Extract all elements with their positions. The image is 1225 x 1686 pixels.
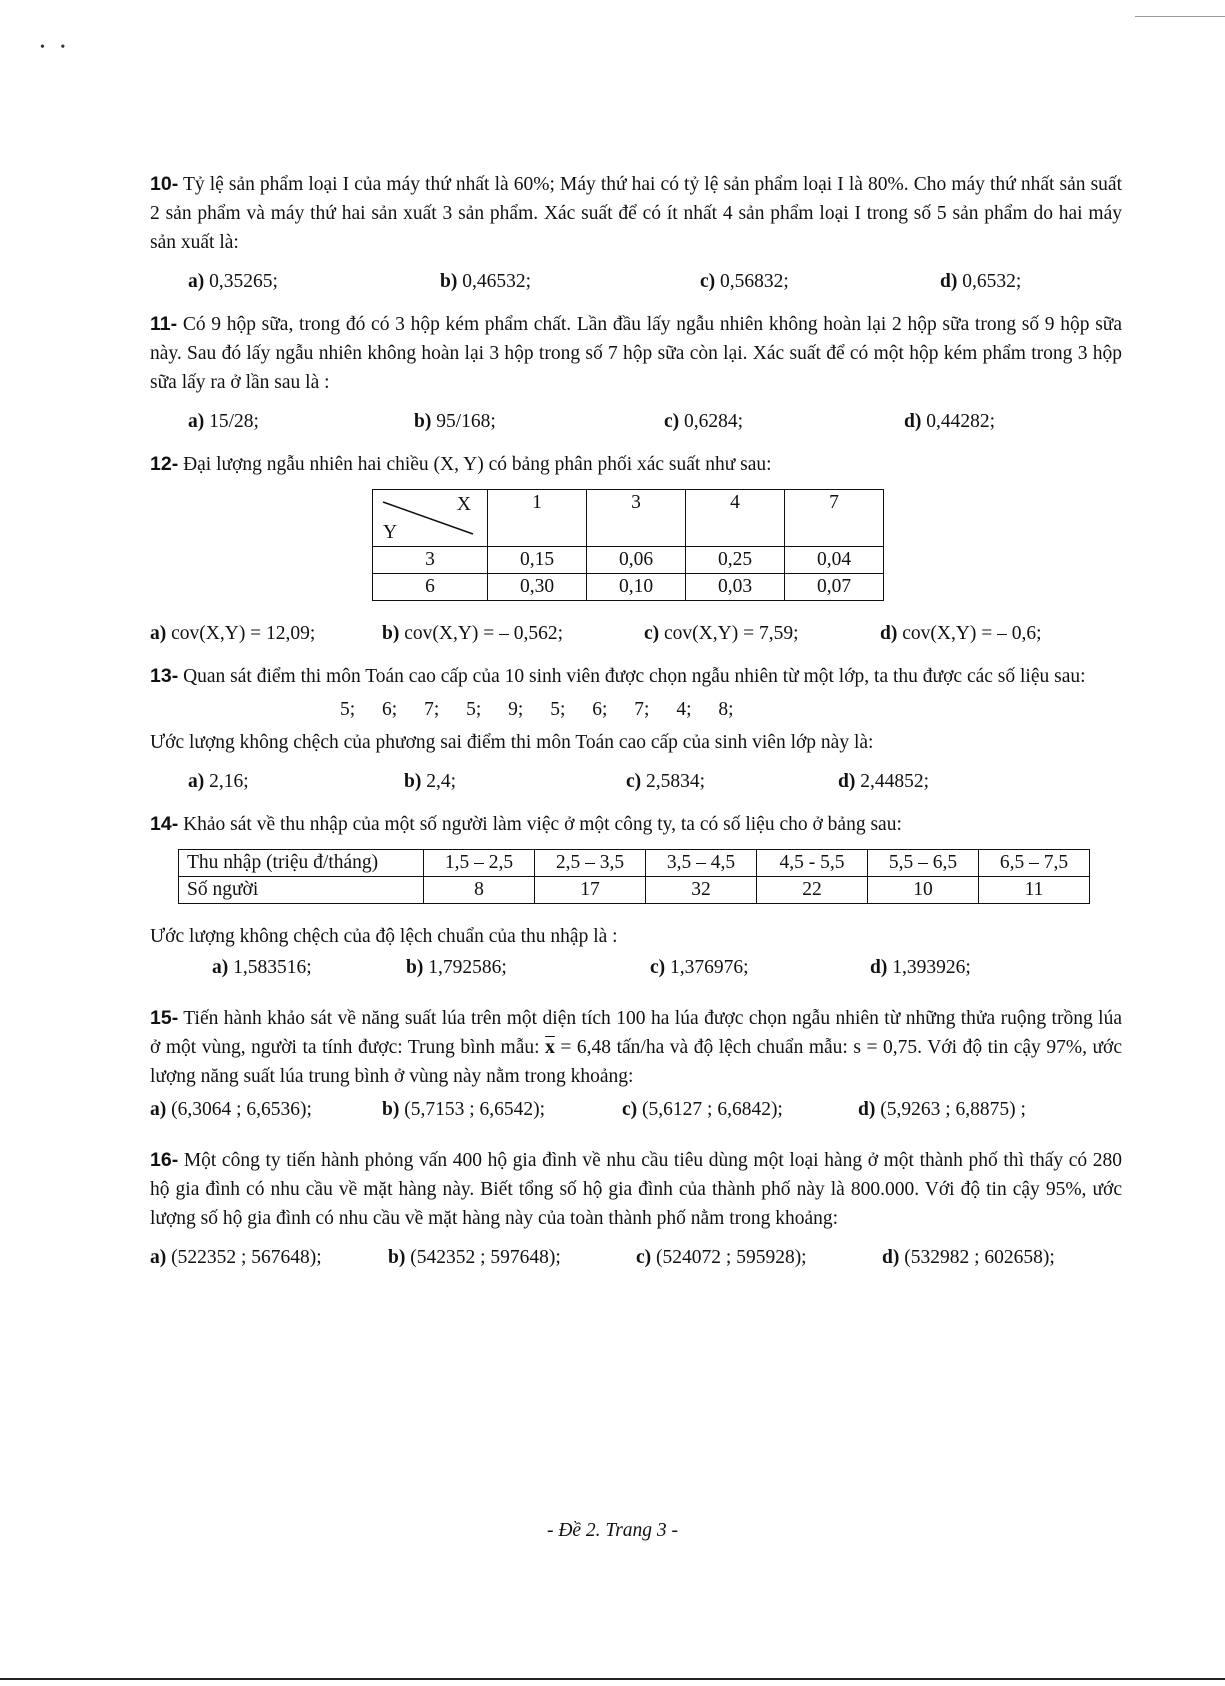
count-cell: 22 — [757, 877, 868, 904]
table-row — [373, 574, 884, 601]
options — [150, 1243, 1122, 1272]
question-16 — [150, 1146, 1122, 1272]
interval-cell: 6,5 – 7,5 — [979, 850, 1090, 877]
options — [150, 767, 1122, 796]
option-a: a) (522352 ; 567648); — [150, 1247, 322, 1268]
question-14 — [150, 810, 1122, 982]
question-text: Khảo sát về thu nhập của một số người làm việc ở một công ty, ta có số liệu cho ở bảng sau: — [183, 814, 902, 835]
top-right-rule — [1135, 16, 1225, 17]
question-number: 13- — [150, 665, 179, 687]
option-a: a) 15/28; — [188, 411, 259, 432]
question-number: 11- — [150, 313, 178, 335]
option-c: c) (524072 ; 595928); — [636, 1247, 807, 1268]
option-b: b) 0,46532; — [440, 271, 532, 292]
income-table — [178, 849, 1090, 904]
interval-cell: 4,5 - 5,5 — [757, 850, 868, 877]
options — [150, 953, 1122, 982]
question-text-cont: = 6,48 tấn/ha và độ lệch chuẩn mẫu: s = 0,75. Với độ tin cậy 97%, ước lượng năng suất lúa trung bình ở vùng này nằm trong khoảng: — [150, 1037, 1123, 1087]
question-11 — [150, 310, 1122, 436]
option-d: d) cov(X,Y) = – 0,6; — [880, 623, 1042, 644]
option-b: b) (542352 ; 597648); — [388, 1247, 561, 1268]
scan-marks: • • — [40, 40, 72, 55]
question-text: Tiến hành khảo sát về năng suất lúa trên một diện tích 100 ha lúa được chọn ngẫu nhiên từ những thửa ruộng trồng lúa ở một vùng, người ta tính được: Trung bình mẫu: — [150, 1008, 1122, 1058]
interval-cell: 5,5 – 6,5 — [868, 850, 979, 877]
row-label: Thu nhập (triệu đ/tháng) — [179, 850, 424, 877]
question-12 — [150, 450, 1122, 648]
count-cell: 17 — [535, 877, 646, 904]
interval-cell: 3,5 – 4,5 — [646, 850, 757, 877]
option-b: b) (5,7153 ; 6,6542); — [382, 1099, 546, 1120]
options — [150, 407, 1122, 436]
option-d: d) 2,44852; — [838, 771, 930, 792]
x-value: 4 — [686, 490, 785, 547]
question-15 — [150, 1004, 1122, 1124]
question-10 — [150, 170, 1122, 296]
sample-mean-symbol: $\overline{x}$ — [545, 1037, 555, 1058]
x-value: 1 — [488, 490, 587, 547]
question-number: 12- — [150, 453, 179, 475]
x-value: 3 — [587, 490, 686, 547]
option-a: a) (6,3064 ; 6,6536); — [150, 1099, 312, 1120]
option-a: a) cov(X,Y) = 12,09; — [150, 623, 316, 644]
option-c: c) 0,6284; — [664, 411, 744, 432]
count-cell: 32 — [646, 877, 757, 904]
table-corner: X Y — [373, 490, 488, 547]
question-text-2: Ước lượng không chệch của phương sai điểm thi môn Toán cao cấp của sinh viên lớp này là: — [150, 732, 874, 753]
prob-cell: 0,06 — [587, 547, 686, 574]
option-c: c) 2,5834; — [626, 771, 706, 792]
question-13 — [150, 662, 1122, 796]
option-b: b) cov(X,Y) = – 0,562; — [382, 623, 564, 644]
option-b: b) 2,4; — [404, 771, 457, 792]
question-number: 14- — [150, 813, 179, 835]
question-text-2: Ước lượng không chệch của độ lệch chuẩn của thu nhập là : — [150, 926, 618, 947]
option-d: d) (532982 ; 602658); — [882, 1247, 1055, 1268]
option-a: a) 1,583516; — [212, 957, 312, 978]
prob-cell: 0,04 — [785, 547, 884, 574]
prob-cell: 0,30 — [488, 574, 587, 601]
y-value: 3 — [373, 547, 488, 574]
prob-cell: 0,15 — [488, 547, 587, 574]
table-row — [373, 547, 884, 574]
x-value: 7 — [785, 490, 884, 547]
option-b: b) 1,792586; — [406, 957, 507, 978]
options — [150, 1095, 1122, 1124]
option-d: d) (5,9263 ; 6,8875) ; — [858, 1099, 1026, 1120]
question-text: Có 9 hộp sữa, trong đó có 3 hộp kém phẩm chất. Lần đầu lấy ngẫu nhiên không hoàn lại 2 hộp sữa trong số 9 hộp sữa này. Sau đó lấy ngẫu nhiên không hoàn lại 3 hộp trong số 7 hộp sữa còn lại. Xác suất để có một hộp kém phẩm trong 3 hộp sữa lấy ra ở lần sau là : — [150, 314, 1123, 393]
exam-content — [150, 170, 1122, 1286]
option-b: b) 95/168; — [414, 411, 496, 432]
option-a: a) 2,16; — [188, 771, 249, 792]
joint-distribution-table — [372, 489, 884, 601]
row-label: Số người — [179, 877, 424, 904]
interval-cell: 2,5 – 3,5 — [535, 850, 646, 877]
option-c: c) 1,376976; — [650, 957, 749, 978]
prob-cell: 0,25 — [686, 547, 785, 574]
score-values: 5; 6; 7; 5; 9; 5; 6; 7; 4; 8; — [340, 699, 734, 720]
table-row — [179, 850, 1090, 877]
option-c: c) cov(X,Y) = 7,59; — [644, 623, 799, 644]
table-row — [179, 877, 1090, 904]
count-cell: 8 — [424, 877, 535, 904]
option-d: d) 1,393926; — [870, 957, 971, 978]
option-a: a) 0,35265; — [188, 271, 278, 292]
count-cell: 11 — [979, 877, 1090, 904]
y-value: 6 — [373, 574, 488, 601]
question-number: 15- — [150, 1007, 179, 1029]
prob-cell: 0,03 — [686, 574, 785, 601]
option-d: d) 0,44282; — [904, 411, 996, 432]
question-text: Một công ty tiến hành phỏng vấn 400 hộ gia đình về nhu cầu tiêu dùng một loại hàng ở một thành phố thì thấy có 280 hộ gia đình có nhu cầu về mặt hàng này. Biết tổng số hộ gia đình của thành phố này là 800.000. Với độ tin cậy 95%, ước lượng số hộ gia đình có nhu cầu về mặt hàng này của toàn thành phố nằm trong khoảng: — [150, 1150, 1123, 1229]
prob-cell: 0,07 — [785, 574, 884, 601]
question-text: Tỷ lệ sản phẩm loại I của máy thứ nhất là 60%; Máy thứ hai có tỷ lệ sản phẩm loại I là 80%. Cho máy thứ nhất sản suất 2 sản phẩm và máy thứ hai sản xuất 3 sản phẩm. Xác suất để có ít nhất 4 sản phẩm loại I trong số 5 sản phẩm do hai máy sản xuất là: — [150, 174, 1122, 253]
question-number: 10- — [150, 173, 179, 195]
question-text: Quan sát điểm thi môn Toán cao cấp của 10 sinh viên được chọn ngẫu nhiên từ một lớp, ta thu được các số liệu sau: — [183, 666, 1086, 687]
option-d: d) 0,6532; — [940, 271, 1022, 292]
options — [150, 267, 1122, 296]
question-number: 16- — [150, 1149, 179, 1171]
prob-cell: 0,10 — [587, 574, 686, 601]
options — [150, 619, 1122, 648]
option-c: c) 0,56832; — [700, 271, 789, 292]
page-footer: - Đề 2. Trang 3 - — [546, 1520, 679, 1541]
option-c: c) (5,6127 ; 6,6842); — [622, 1099, 783, 1120]
count-cell: 10 — [868, 877, 979, 904]
bottom-rule — [0, 1678, 1225, 1680]
interval-cell: 1,5 – 2,5 — [424, 850, 535, 877]
question-text: Đại lượng ngẫu nhiên hai chiều (X, Y) có bảng phân phối xác suất như sau: — [183, 454, 772, 475]
